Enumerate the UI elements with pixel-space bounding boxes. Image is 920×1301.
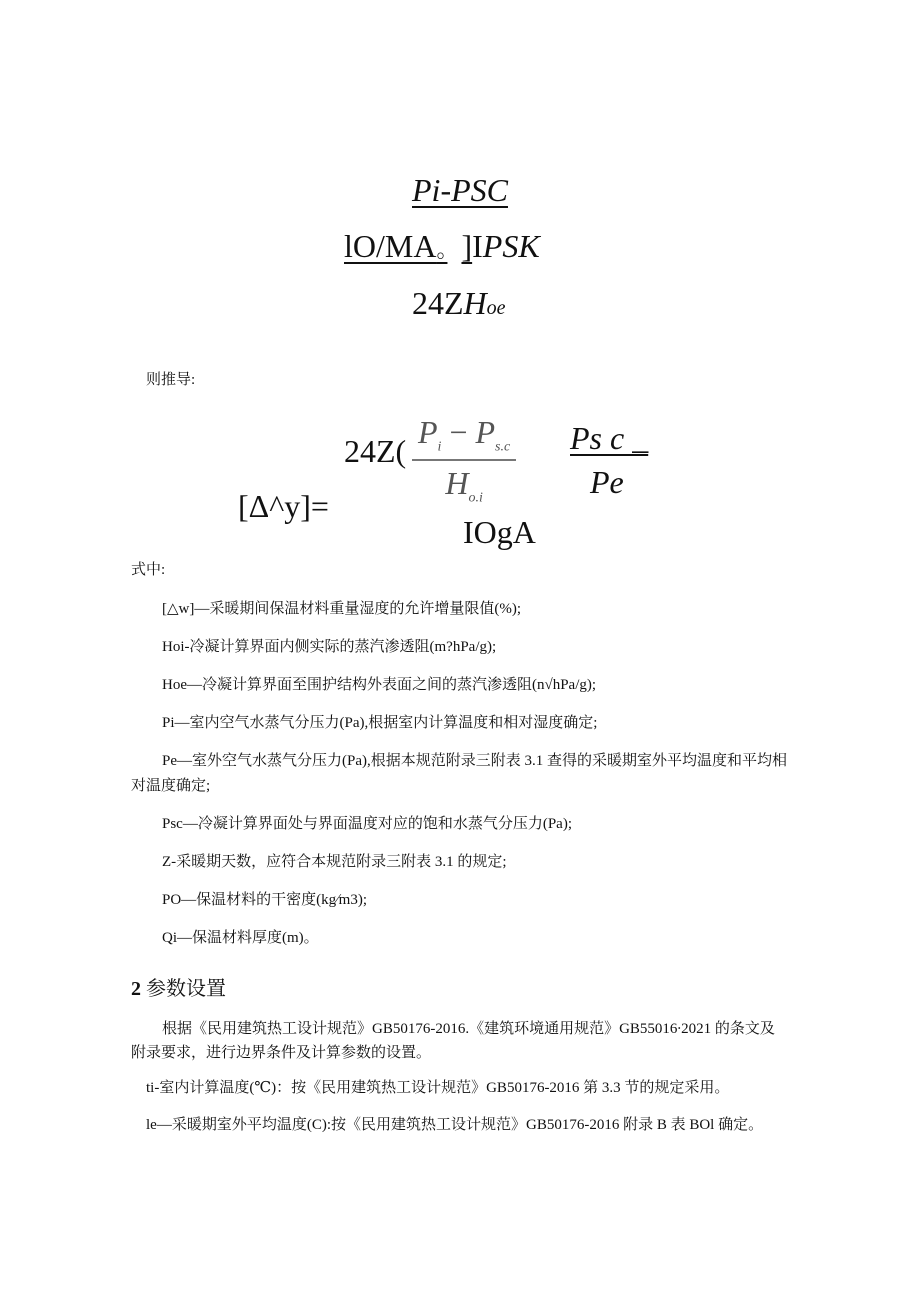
section-number: 2 [131, 978, 141, 1000]
formula1-denominator-main: 24Z [412, 285, 464, 321]
formula1-denominator [412, 285, 506, 322]
paragraph-line: 附录要求，进行边界条件及计算参数的设置。 [131, 1045, 432, 1061]
formula1-middle-line [344, 228, 540, 265]
paragraph-line: le—采暖期室外平均温度(C):按《民用建筑热工设计规范》GB50176-2016 附录 B 表 BOl 确定。 [146, 1117, 764, 1133]
formula1-middle-right: PSK [482, 228, 540, 264]
formula1-middle-right-plain: I [472, 228, 483, 264]
paragraph-line: ti-室内计算温度(℃)：按《民用建筑热工设计规范》GB50176-2016 第 3.3 节的规定采用。 [146, 1080, 730, 1096]
derive-label: 则推导: [146, 372, 196, 388]
formula1-denominator-sub: oe [486, 297, 506, 319]
formula2-prefix: 24Z( [344, 433, 407, 469]
definition-item: Hoe—冷凝计算界面至围护结构外表面之间的蒸汽渗透阻(n√hPa/g); [162, 677, 597, 693]
formula1-denominator-h: H [463, 285, 487, 321]
formula1-bracket: ] [461, 228, 473, 264]
formula2-right-denominator: Pe [590, 464, 624, 500]
formula2-right-numerator: Ps c _ [570, 420, 649, 456]
formula1-middle-left: lO/MA [344, 228, 437, 264]
definition-item: Pe—室外空气水蒸气分压力(Pa),根据本规范附录三附表 3.1 查得的采暖期室外平均温度和平均相 [162, 753, 787, 769]
section-title: 参数设置 [146, 978, 226, 1000]
formula2-fraction [412, 414, 516, 507]
definition-item: Z-采暖期天数，应符合本规范附录三附表 3.1 的规定; [162, 854, 507, 870]
definition-item: [△w]—采暖期间保温材料重量湿度的允许增量限值(%); [162, 601, 522, 617]
where-label: 式中: [131, 562, 166, 578]
definition-item: Psc—冷凝计算界面处与界面温度对应的饱和水蒸气分压力(Pa); [162, 816, 572, 832]
definition-item: Qi—保温材料厚度(m)。 [162, 930, 319, 946]
section-heading [131, 972, 226, 1001]
definition-item: Hoi-冷凝计算界面内侧实际的蒸汽渗透阻(m?hPa/g); [162, 639, 497, 655]
definition-item-continued: 对温度确定; [131, 778, 211, 794]
formula2-lhs: [Δ^y]= [238, 488, 329, 524]
formula2-fraction-numerator: $P_i - P_{s.c}$ [412, 414, 516, 461]
paragraph-line: 根据《民用建筑热工设计规范》GB50176-2016.《建筑环境通用规范》GB55016∙2021 的条文及 [162, 1021, 775, 1037]
definition-item: Pi—室内空气水蒸气分压力(Pa),根据室内计算温度和相对湿度确定; [162, 715, 598, 731]
formula2-bottom: IOgA [463, 514, 536, 550]
definition-item: PO—保温材料的干密度(kg∕m3); [162, 892, 368, 908]
formula1-circle: 。 [436, 237, 448, 262]
formula1-numerator: Pi-PSC [412, 172, 508, 208]
formula2-fraction-denominator: $H_{o.i}$ [445, 465, 483, 506]
